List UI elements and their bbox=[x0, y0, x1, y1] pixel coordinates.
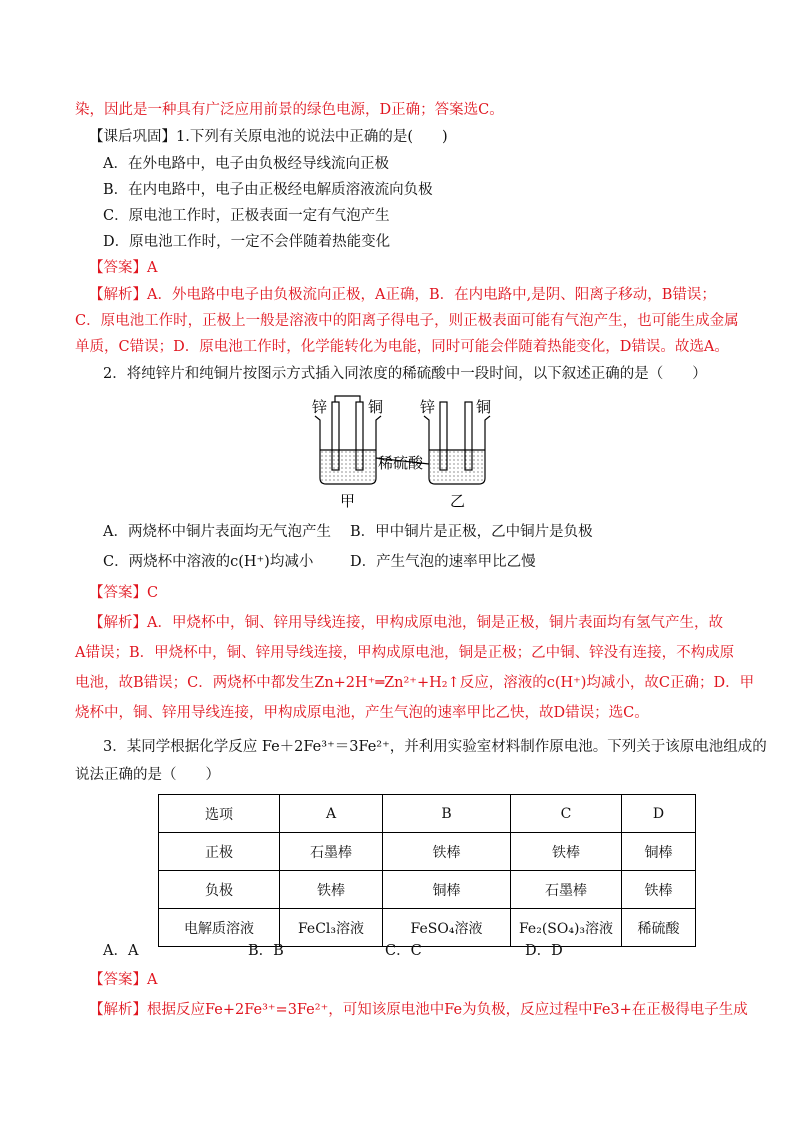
answer bbox=[89, 583, 158, 603]
copper-label: 铜 bbox=[476, 398, 492, 416]
explanation-tag: 【解析】 bbox=[89, 1002, 147, 1018]
explanation-line: 单质，C错误；D．原电池工作时，化学能转化为电能，同时可能会伴随着热能变化，D错误。故选A。 bbox=[75, 339, 729, 355]
explanation-line bbox=[89, 613, 723, 633]
acid-label: 稀硫酸 bbox=[378, 454, 424, 472]
option-b: B．甲中铜片是正极，乙中铜片是负极 bbox=[350, 524, 593, 540]
beaker-jia-label: 甲 bbox=[340, 492, 356, 510]
choice-c: C．C bbox=[385, 943, 422, 959]
table-cell: 电解质溶液 bbox=[159, 909, 280, 947]
option-b: B．在内电路中，电子由正极经电解质溶液流向负极 bbox=[103, 182, 433, 198]
zinc-label: 锌 bbox=[312, 398, 328, 416]
table-cell: B bbox=[383, 795, 511, 833]
table-cell: 铜棒 bbox=[622, 833, 696, 871]
option-d: D．产生气泡的速率甲比乙慢 bbox=[350, 554, 536, 570]
table-cell: FeCl₃溶液 bbox=[280, 909, 383, 947]
table-row bbox=[159, 909, 696, 947]
table-row bbox=[159, 795, 696, 833]
answer-value: A bbox=[147, 260, 158, 276]
explanation-tag: 【解析】 bbox=[89, 287, 147, 303]
answer-value: A bbox=[147, 972, 158, 988]
answer-value: C bbox=[147, 585, 159, 601]
explanation-text: 根据反应Fe+2Fe³⁺=3Fe²⁺，可知该原电池中Fe为负极，反应过程中Fe3+在正极得电子生成 bbox=[147, 1002, 748, 1018]
choice-a: A．A bbox=[103, 943, 139, 959]
option-d: D．原电池工作时，一定不会伴随着热能变化 bbox=[103, 234, 391, 250]
wire bbox=[335, 396, 360, 402]
options-table bbox=[158, 794, 696, 947]
question-2-stem: 2．将纯锌片和纯铜片按图示方式插入同浓度的稀硫酸中一段时间，以下叙述正确的是（ ） bbox=[103, 366, 707, 382]
table-cell: 铁棒 bbox=[383, 833, 511, 871]
question-3-stem: 说法正确的是（ ） bbox=[75, 767, 220, 783]
explanation-text: A．甲烧杯中，铜、锌用导线连接，甲构成原电池，铜是正极，铜片表面均有氢气产生，故 bbox=[147, 615, 723, 631]
choice-b: B．B bbox=[248, 943, 284, 959]
table-cell: 铁棒 bbox=[622, 871, 696, 909]
table-cell: 铁棒 bbox=[511, 833, 622, 871]
answer bbox=[89, 258, 157, 278]
table-cell: 正极 bbox=[159, 833, 280, 871]
explanation-line: 电池，故B错误；C．两烧杯中都发生Zn+2H⁺═Zn²⁺+H₂↑反应，溶液的c(H⁺)均减小，故C正确；D．甲 bbox=[75, 675, 755, 691]
section-tag: 【课后巩固】 bbox=[89, 129, 176, 145]
answer-tag: 【答案】 bbox=[89, 585, 147, 601]
table-cell: 石墨棒 bbox=[280, 833, 383, 871]
question-stem: 1.下列有关原电池的说法中正确的是( ) bbox=[176, 129, 448, 145]
table-cell: 石墨棒 bbox=[511, 871, 622, 909]
table-cell: C bbox=[511, 795, 622, 833]
table-cell: 稀硫酸 bbox=[622, 909, 696, 947]
table-cell: 负极 bbox=[159, 871, 280, 909]
copper-label: 铜 bbox=[368, 398, 384, 416]
beaker-yi-label: 乙 bbox=[450, 492, 466, 510]
answer-tag: 【答案】 bbox=[89, 260, 147, 276]
explanation-line: A错误；B．甲烧杯中，铜、锌用导线连接，甲构成原电池，铜是正极；乙中铜、锌没有连接，不构成原 bbox=[75, 645, 735, 661]
explanation-text: A．外电路中电子由负极流向正极，A正确，B．在内电路中,是阴、阳离子移动，B错误； bbox=[147, 287, 716, 303]
table-cell: FeSO₄溶液 bbox=[383, 909, 511, 947]
table-cell: D bbox=[622, 795, 696, 833]
table-cell: 铜棒 bbox=[383, 871, 511, 909]
explanation-tag: 【解析】 bbox=[89, 615, 147, 631]
option-c: C．原电池工作时，正极表面一定有气泡产生 bbox=[103, 208, 390, 224]
text-line: 染，因此是一种具有广泛应用前景的绿色电源，D正确；答案选C。 bbox=[75, 102, 504, 118]
table-cell: 铁棒 bbox=[280, 871, 383, 909]
option-a: A．两烧杯中铜片表面均无气泡产生 bbox=[103, 524, 331, 540]
explanation-line: C．原电池工作时，正极上一般是溶液中的阳离子得电子，则正极表面可能有气泡产生，也可能生成金属 bbox=[75, 313, 739, 329]
answer-tag: 【答案】 bbox=[89, 972, 147, 988]
choice-d: D．D bbox=[525, 943, 563, 959]
zinc-label: 锌 bbox=[420, 398, 436, 416]
explanation-line bbox=[89, 1000, 748, 1020]
option-a: A．在外电路中，电子由负极经导线流向正极 bbox=[103, 156, 389, 172]
question-1 bbox=[89, 127, 448, 147]
table-cell: Fe₂(SO₄)₃溶液 bbox=[511, 909, 622, 947]
explanation-line: 烧杯中，铜、锌用导线连接，甲构成原电池，产生气泡的速率甲比乙快，故D错误；选C。 bbox=[75, 705, 649, 721]
beaker-figure bbox=[300, 394, 500, 514]
table-cell: 选项 bbox=[159, 795, 280, 833]
question-3-stem: 3．某同学根据化学反应 Fe＋2Fe³⁺＝3Fe²⁺，并利用实验室材料制作原电池。下列关于该原电池组成的 bbox=[103, 739, 767, 755]
option-c: C．两烧杯中溶液的c(H⁺)均减小 bbox=[103, 554, 314, 570]
table-cell: A bbox=[280, 795, 383, 833]
table-row bbox=[159, 833, 696, 871]
answer bbox=[89, 970, 157, 990]
explanation-line bbox=[89, 285, 716, 305]
table-row bbox=[159, 871, 696, 909]
